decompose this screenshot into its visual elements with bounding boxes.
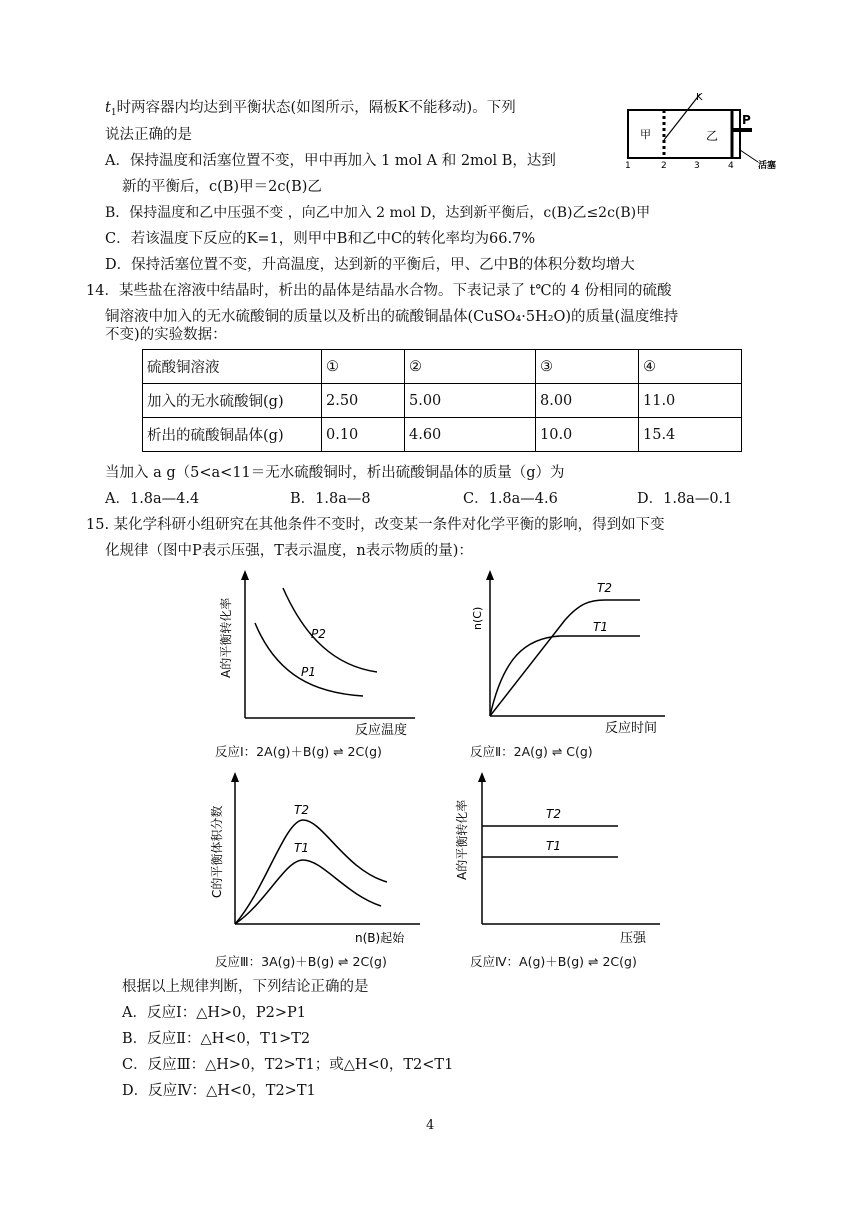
x-axis-label: 压强	[620, 931, 647, 946]
q14-line3: 不变)的实验数据：	[105, 327, 227, 343]
container-label-jia: 甲	[640, 128, 651, 141]
table-cell: 10.0	[536, 418, 639, 452]
container-label-yi: 乙	[706, 129, 719, 143]
curve-label-t2: T2	[597, 581, 612, 595]
x-axis-label: 反应温度	[355, 723, 408, 738]
table-row	[143, 418, 742, 452]
q14-line1: 14．某些盐在溶液中结晶时，析出的晶体是结晶水合物。下表记录了 t℃的 4 份相同的硫酸	[86, 283, 672, 299]
curve-label-t1: T1	[546, 839, 561, 853]
caption-reaction-2: 反应Ⅱ：2A(g) ⇌ C(g)	[470, 744, 593, 759]
curve-label-p1: P1	[301, 665, 316, 679]
q14-option-c: C．1.8a—4.6	[463, 491, 558, 507]
container-tick-4: 4	[728, 161, 734, 171]
curve-label-t1: T1	[593, 620, 608, 634]
container-tick-1: 1	[625, 161, 631, 171]
table-cell: ③	[536, 350, 639, 384]
q15-judge: 根据以上规律判断，下列结论正确的是	[122, 979, 369, 995]
table-cell: 15.4	[639, 418, 742, 452]
x-axis-label: 反应时间	[605, 721, 658, 736]
page-number: 4	[426, 1118, 435, 1133]
table-cell: 11.0	[639, 384, 742, 418]
y-axis-label: n(C)	[471, 606, 484, 630]
curve-label-t1: T1	[294, 841, 309, 855]
container-tick-3: 3	[694, 161, 700, 171]
caption-reaction-1: 反应Ⅰ：2A(g)＋B(g) ⇌ 2C(g)	[215, 744, 382, 759]
curve-label-t2: T2	[294, 803, 309, 817]
y-axis-label: A的平衡转化率	[219, 597, 233, 678]
q14-question: 当加入 a g（5<a<11＝无水硫酸铜时，析出硫酸铜晶体的质量（g）为	[105, 465, 565, 481]
q14-line2: 铜溶液中加入的无水硫酸铜的质量以及析出的硫酸铜晶体(CuSO₄·5H₂O)的质量(温度维持	[105, 309, 679, 325]
q13-option-b: B．保持温度和乙中压强不变 ，向乙中加入 2 mol D，达到新平衡后，c(B)乙≤2c(B)甲	[105, 205, 651, 221]
graph-reaction-1	[215, 568, 425, 738]
table-cell: ②	[405, 350, 536, 384]
table-cell: 8.00	[536, 384, 639, 418]
table-cell: 4.60	[405, 418, 536, 452]
q14-option-b: B．1.8a—8	[290, 491, 371, 507]
graph-reaction-4	[450, 770, 670, 950]
y-axis-label: C的平衡体积分数	[210, 805, 224, 898]
caption-reaction-3: 反应Ⅲ：3A(g)＋B(g) ⇌ 2C(g)	[215, 954, 387, 969]
container-label-p: P	[742, 113, 751, 127]
table-cell: 硫酸铜溶液	[143, 350, 322, 384]
q13-option-d: D．保持活塞位置不变，升高温度，达到新的平衡后，甲、乙中B的体积分数均增大	[105, 257, 635, 273]
q15-line2: 化规律（图中P表示压强，T表示温度，n表示物质的量)：	[105, 543, 473, 559]
table-row	[143, 384, 742, 418]
table-cell: ④	[639, 350, 742, 384]
container-label-k: K	[696, 92, 703, 103]
table-cell: 0.10	[322, 418, 405, 452]
q15-option-c: C．反应Ⅲ：△H>0，T2>T1；或△H<0，T2<T1	[122, 1057, 454, 1073]
q13-intro-line1: $t_1$时两容器内均达到平衡状态(如图所示，隔板K不能移动)。下列	[105, 100, 516, 118]
container-label-piston: 活塞	[758, 161, 777, 171]
q14-option-d: D．1.8a—0.1	[637, 491, 733, 507]
table-cell: 2.50	[322, 384, 405, 418]
graph-reaction-2	[465, 568, 675, 738]
q13-option-a-line2: 新的平衡后，c(B)甲＝2c(B)乙	[122, 179, 322, 195]
curve-label-p2: P2	[311, 627, 326, 641]
q13-option-a-line1: A．保持温度和活塞位置不变，甲中再加入 1 mol A 和 2mol B，达到	[105, 153, 556, 169]
copper-sulfate-table	[142, 349, 742, 452]
q15-line1: 15. 某化学科研小组研究在其他条件不变时，改变某一条件对化学平衡的影响，得到如下变	[86, 517, 665, 533]
graph-reaction-3	[205, 770, 435, 950]
q15-option-a: A．反应Ⅰ：△H>0，P2>P1	[122, 1005, 306, 1021]
q13-option-c: C．若该温度下反应的K=1，则甲中B和乙中C的转化率均为66.7%	[105, 231, 536, 247]
q14-option-a: A．1.8a—4.4	[105, 491, 200, 507]
container-diagram	[620, 88, 790, 172]
q15-option-b: B．反应Ⅱ：△H<0，T1>T2	[122, 1031, 311, 1047]
table-cell: 析出的硫酸铜晶体(g)	[143, 418, 322, 452]
q15-option-d: D．反应Ⅳ：△H<0，T2>T1	[122, 1083, 316, 1099]
x-axis-label: n(B)起始	[355, 931, 405, 945]
table-cell: 5.00	[405, 384, 536, 418]
table-cell: 加入的无水硫酸铜(g)	[143, 384, 322, 418]
table-header-row	[143, 350, 742, 384]
curve-label-t2: T2	[546, 807, 561, 821]
y-axis-label: A的平衡转化率	[455, 799, 469, 880]
q13-intro-line2: 说法正确的是	[105, 127, 192, 143]
caption-reaction-4: 反应Ⅳ：A(g)＋B(g) ⇌ 2C(g)	[470, 954, 637, 969]
table-cell: ①	[322, 350, 405, 384]
container-tick-2: 2	[661, 161, 667, 171]
